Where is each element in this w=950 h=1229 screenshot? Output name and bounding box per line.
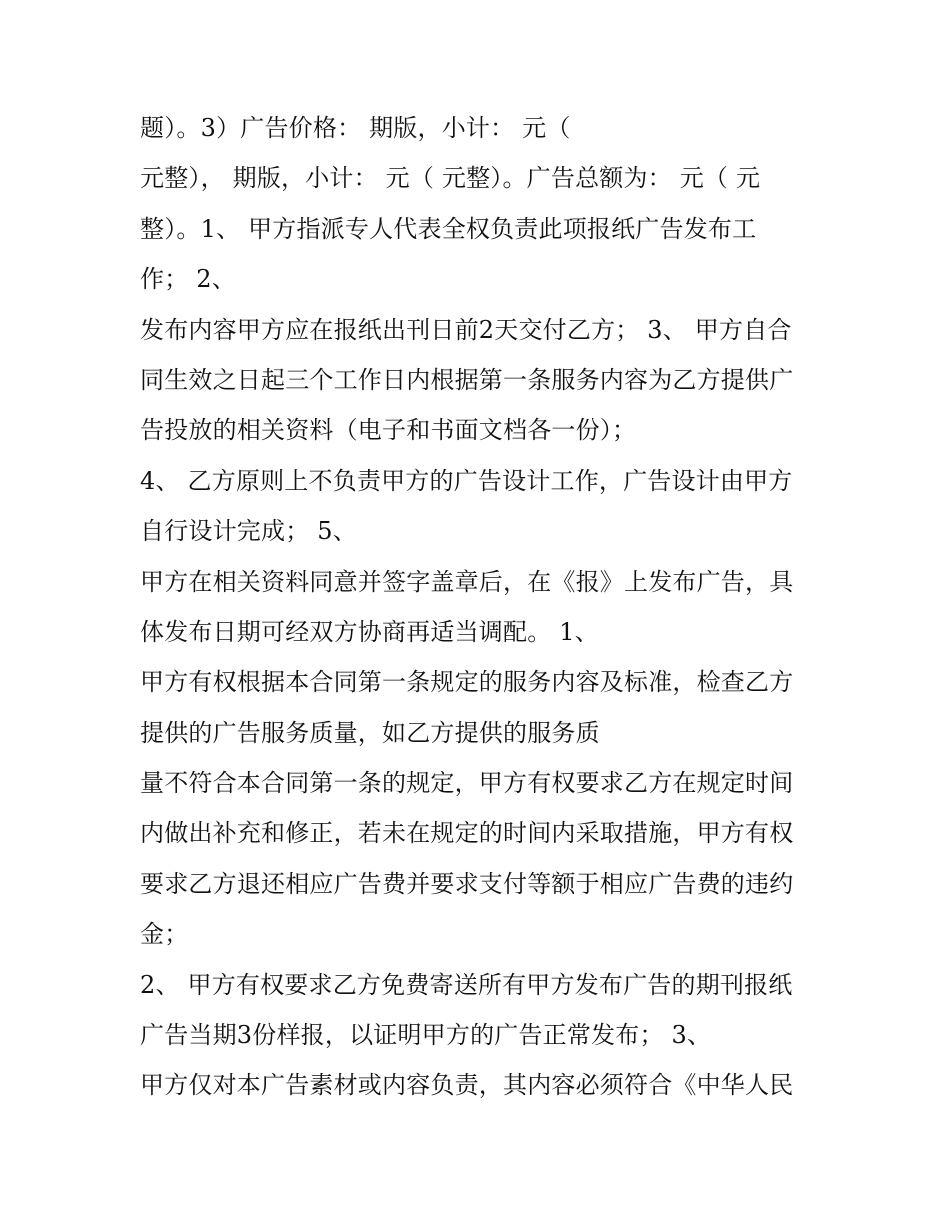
text-line: 甲方有权根据本合同第一条规定的服务内容及标准，检查乙方 (140, 668, 794, 697)
text-line: 告投放的相关资料（电子和书面文档各一份）； (140, 416, 637, 445)
text-line: 甲方在相关资料同意并签字盖章后，在《报》上发布广告，具 (140, 567, 794, 596)
text-line: 整）。1、 甲方指派专人代表全权负责此项报纸广告发布工 (140, 214, 757, 243)
text-line: 要求乙方退还相应广告费并要求支付等额于相应广告费的违约 (140, 869, 794, 898)
text-line: 同生效之日起三个工作日内根据第一条服务内容为乙方提供广 (140, 365, 794, 394)
text-line: 提供的广告服务质量，如乙方提供的服务质 (140, 718, 600, 747)
text-line: 2、 甲方有权要求乙方免费寄送所有甲方发布广告的期刊报纸 (140, 970, 793, 999)
text-line: 4、 乙方原则上不负责甲方的广告设计工作，广告设计由甲方 (140, 466, 793, 495)
text-line: 题）。3）广告价格： 期版，小计： 元（ (140, 114, 571, 142)
text-line: 甲方仅对本广告素材或内容负责，其内容必须符合《中华人民 (140, 1071, 794, 1100)
text-line: 内做出补充和修正，若未在规定的时间内采取措施，甲方有权 (140, 819, 794, 848)
text-line: 量不符合本合同第一条的规定，甲方有权要求乙方在规定时间 (140, 769, 794, 798)
text-line: 作； 2、 (140, 265, 236, 294)
contract-text (140, 103, 830, 1111)
text-line: 发布内容甲方应在报纸出刊日前2天交付乙方； 3、 甲方自合 (140, 315, 792, 344)
text-line: 自行设计完成； 5、 (140, 517, 357, 546)
text-line: 体发布日期可经双方协商再适当调配。 1、 (140, 617, 599, 646)
text-line: 元整）， 期版，小计： 元（ 元整）。广告总额为： 元（ 元 (140, 164, 761, 193)
text-line: 金； (140, 920, 189, 949)
text-line: 广告当期3份样报，以证明甲方的广告正常发布； 3、 (140, 1021, 712, 1050)
